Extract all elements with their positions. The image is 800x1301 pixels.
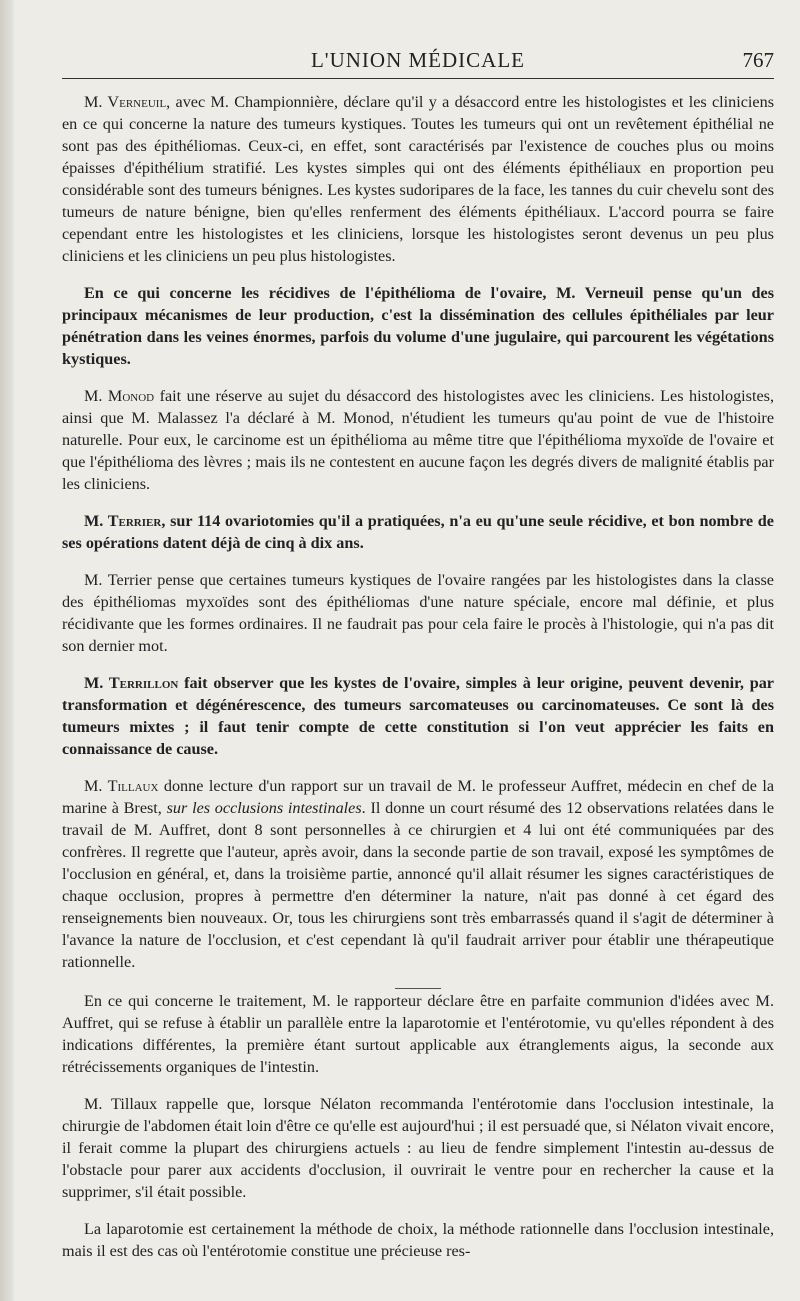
- text-segment: M. Tillaux rappelle que, lorsque Nélaton recommanda l'entérotomie dans l'occlusion intestinale, la chirurgie de l'abdomen était loin d'être ce qu'elle est aujourd'hui ; il est persuadé que, si Nélaton vivait encore, il ferait comme la plupart des chirurgiens actuels : au lieu de fendre simplement l'intestin au-dessus de l'obstacle pour parer aux accidents d'occlusion, il ouvrirait le ventre pour en rechercher la cause et la supprimer, s'il était possible.: [62, 1095, 774, 1201]
- text-segment: . Il donne un court résumé des 12 observations relatées dans le travail de M. Auffret, dont 8 sont personnelles à ce chirurgien et 4 lui ont été communiquées par des confrères. Il regrette que l'auteur, après avoir, dans la seconde partie de son travail, exposé les symptômes de l'occlusion en général, et, dans la troisième partie, annoncé qu'il allait résumer les signes caractéristiques de chaque occlusion, propres à permettre d'en déterminer la nature, n'ait pas donné à cet égard des renseignements bien nouveaux. Or, tous les chirurgiens sont très embarrassés quand il s'agit de déterminer à l'avance la nature de l'occlusion, et c'est cependant là qu'il faudrait arriver pour établir une thérapeutique rationnelle.: [62, 799, 775, 971]
- text-segment: fait observer que les kystes de l'ovaire, simples à leur origine, peuvent devenir, par transformation et dégénérescence, des tumeurs sarcomateuses ou carcinomateuses. Ce sont là des tumeurs mixtes ; il faut tenir compte de cette constitution si l'on veut apprécier les faits en connaissance de cause.: [62, 674, 774, 758]
- page-gutter-shadow: [0, 0, 14, 1301]
- speaker-name: M. Monod: [84, 387, 155, 405]
- paragraph: [62, 1093, 774, 1203]
- text-segment: M. Verneuil pense qu'un des principaux mécanismes de leur production, c'est la dissémination des cellules épithéliales par leur pénétration dans les veines énormes, parfois du volume d'une jugulaire, qui parcourent les végétations kystiques.: [62, 284, 774, 368]
- paragraph: [62, 91, 774, 267]
- speaker-name: M. Terrier,: [84, 512, 166, 530]
- paragraph: [62, 775, 774, 973]
- paragraph: [62, 1218, 774, 1262]
- paragraph: [62, 385, 774, 495]
- separator-rule: [62, 976, 774, 980]
- paragraph: [62, 282, 774, 370]
- page-header: [62, 44, 774, 79]
- paragraph: [62, 510, 774, 554]
- page-number: 767: [742, 48, 774, 72]
- paragraph: [62, 672, 774, 760]
- speaker-name: M. Tillaux: [84, 777, 159, 795]
- text-segment: donne lecture d'un rapport sur un travail de M. le professeur Auffret, médecin en chef de la marine à Brest,: [62, 777, 775, 817]
- text-segment: avec M. Championnière, déclare qu'il y a désaccord entre les histologistes et les cliniciens en ce qui concerne la nature des tumeurs kystiques. Toutes les tumeurs qui ont un revêtement épithélial ne sont pas des épithéliomas. Ceux-ci, en effet, sont caractérisés par l'existence de couches plus ou moins épaisses d'épithélium stratifié. Les kystes simples qui ont des éléments épithéliaux en proportion peu considérable sont des tumeurs bénignes. Les kystes sudoripares de la face, les tannes du cuir chevelu sont des tumeurs de nature bénigne, bien qu'elles renferment des éléments épithéliaux. L'accord pourra se faire cependant entre les histologistes et les cliniciens, lorsque les histologistes seront devenus un peu plus cliniciens et les cliniciens un peu plus histologistes.: [62, 93, 775, 265]
- text-segment: sur les occlusions intestinales: [166, 799, 362, 817]
- speaker-name: M. Verneuil,: [84, 93, 171, 111]
- text-segment: En ce qui concerne les récidives de l'épithélioma de l'ovaire,: [84, 284, 557, 302]
- article-body: [62, 91, 774, 1262]
- text-segment: En ce qui concerne le traitement, M. le rapporteur déclare être en parfaite communion d'idées avec M. Auffret, qui se refuse à établir un parallèle entre la laparotomie et l'entérotomie, vu qu'elles répondent à des indications différentes, la première étant surtout applicable aux étranglements aigus, la seconde aux rétrécissements organiques de l'intestin.: [62, 992, 774, 1076]
- journal-title: L'UNION MÉDICALE: [310, 48, 525, 72]
- text-segment: fait une réserve au sujet du désaccord des histologistes avec les cliniciens. Les histologistes, ainsi que M. Malassez l'a déclaré à M. Monod, n'étudient les tumeurs qu'au point de vue de l'histoire naturelle. Pour eux, le carcinome est un épithélioma au même titre que l'épithélioma myxoïde de l'ovaire et que l'épithélioma des lèvres ; mais ils ne contestent en aucune façon les degrés divers de malignité établis par les cliniciens.: [62, 387, 774, 493]
- text-segment: sur 114 ovariotomies qu'il a pratiquées, n'a eu qu'une seule récidive, et bon nombre de ses opérations datent déjà de cinq à dix ans.: [62, 512, 774, 552]
- text-segment: La laparotomie est certainement la méthode de choix, la méthode rationnelle dans l'occlusion intestinale, mais il est des cas où l'entérotomie constitue une précieuse res-: [62, 1220, 774, 1260]
- paragraph: [62, 990, 774, 1078]
- text-segment: M. Terrier pense que certaines tumeurs kystiques de l'ovaire rangées par les histologistes dans la classe des épithéliomas myxoïdes sont des épithéliomas d'une nature spéciale, encore mal définie, et plus récidivante que les formes ordinaires. Il ne faudrait pas pour cela faire le procès à l'histologie, qui n'a pas dit son dernier mot.: [62, 571, 774, 655]
- paragraph: [62, 569, 774, 657]
- speaker-name: M. Terrillon: [84, 674, 179, 692]
